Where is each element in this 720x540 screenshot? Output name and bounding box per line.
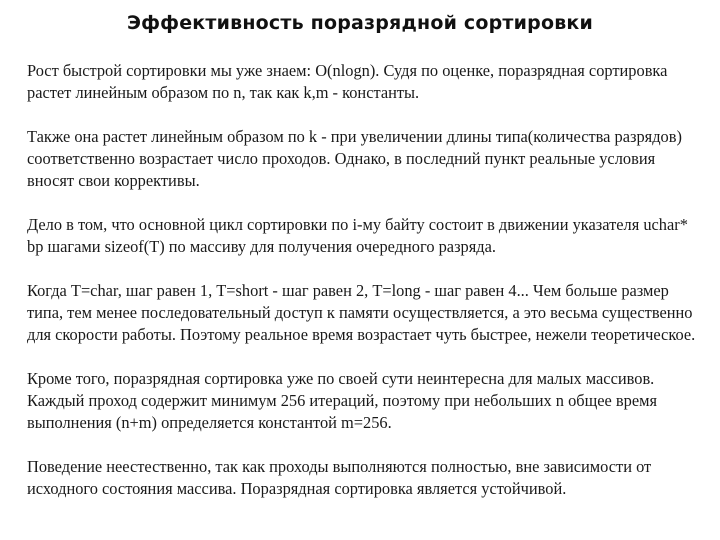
paragraph-type-length: Также она растет линейным образом по k - при увеличении длины типа(количества разрядов) соответственно возрастает число проходов. Однако, в последний пункт реальные условия вносят свои коррективы. — [27, 127, 682, 190]
paragraph-stability: Поведение неестественно, так как проходы выполняются полностью, вне зависимости от исходного состояния массива. Поразрядная сортировка является устойчивой. — [27, 457, 652, 498]
paragraph-main-loop: Дело в том, что основной цикл сортировки по i-му байту состоит в движении указателя uchar* bp шагами sizeof(T) по массиву для получения очередного разряда. — [27, 215, 688, 256]
paragraph-complexity: Рост быстрой сортировки мы уже знаем: O(nlogn). Судя по оценке, поразрядная сортировка растет линейным образом по n, так как k,m - константы. — [27, 61, 668, 102]
slide-body — [27, 60, 699, 500]
paragraph-small-arrays: Кроме того, поразрядная сортировка уже по своей сути неинтересна для малых массивов. Каждый проход содержит минимум 256 итераций, поэтому при небольших n общее время выполнения (n+m) определяется константой m=256. — [27, 369, 658, 432]
slide-title: Эффективность поразрядной сортировки — [126, 12, 594, 34]
paragraph-step-size: Когда T=char, шаг равен 1, T=short - шаг равен 2, T=long - шаг равен 4... Чем больше размер типа, тем менее последовательный доступ к памяти осуществляется, а это весьма существенно для скорости работы. Поэтому реальное время возрастает чуть быстрее, нежели теоретическое. — [27, 281, 696, 344]
